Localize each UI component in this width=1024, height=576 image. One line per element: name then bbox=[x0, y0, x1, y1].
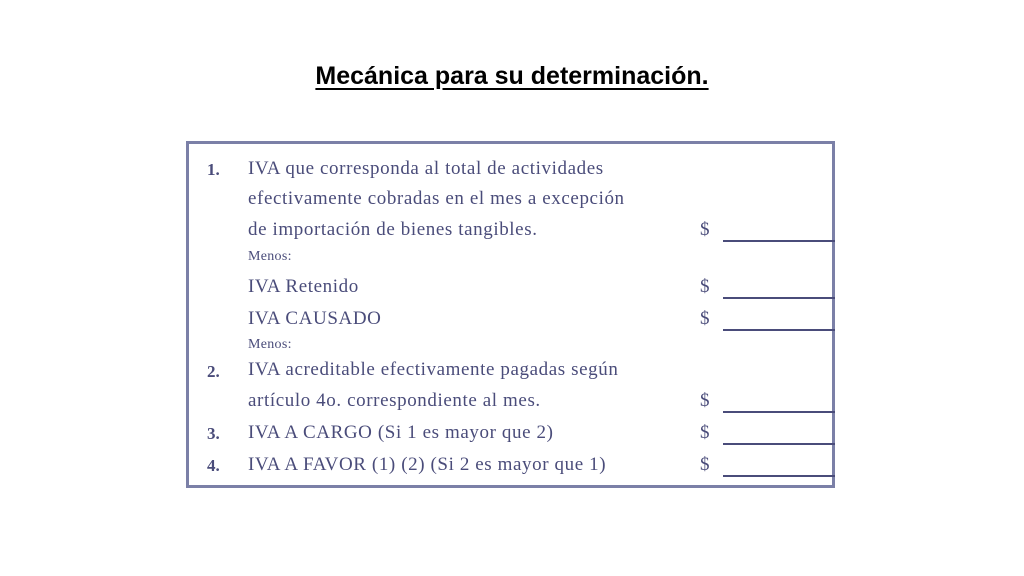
amount-blank-1[interactable] bbox=[723, 240, 835, 242]
iva-retenido-label: IVA Retenido bbox=[248, 276, 359, 297]
amount-blank-4[interactable] bbox=[723, 475, 835, 477]
currency-symbol: $ bbox=[700, 308, 710, 329]
amount-blank-2[interactable] bbox=[723, 411, 835, 413]
item-2-line-b: artículo 4o. correspondiente al mes. bbox=[248, 390, 541, 411]
item-number-3: 3. bbox=[207, 424, 220, 443]
item-number-2: 2. bbox=[207, 362, 220, 381]
item-2-line-a: IVA acreditable efectivamente pagadas según bbox=[248, 359, 619, 380]
amount-blank-3[interactable] bbox=[723, 443, 835, 445]
item-3-line: IVA A CARGO (Si 1 es mayor que 2) bbox=[248, 422, 554, 443]
menos-label-2: Menos: bbox=[248, 337, 292, 352]
currency-symbol: $ bbox=[700, 276, 710, 297]
amount-blank-causado[interactable] bbox=[723, 329, 835, 331]
page-title: Mecánica para su determinación. bbox=[315, 62, 709, 90]
currency-symbol: $ bbox=[700, 219, 710, 240]
currency-symbol: $ bbox=[700, 454, 710, 475]
currency-symbol: $ bbox=[700, 422, 710, 443]
item-1-line-c: de importación de bienes tangibles. bbox=[248, 219, 538, 240]
item-1-line-b: efectivamente cobradas en el mes a excepción bbox=[248, 188, 625, 209]
item-1-line-a: IVA que corresponda al total de actividades bbox=[248, 158, 604, 179]
currency-symbol: $ bbox=[700, 390, 710, 411]
item-number-4: 4. bbox=[207, 456, 220, 475]
iva-causado-label: IVA CAUSADO bbox=[248, 308, 382, 329]
item-4-line: IVA A FAVOR (1) (2) (Si 2 es mayor que 1) bbox=[248, 454, 607, 475]
menos-label-1: Menos: bbox=[248, 249, 292, 264]
item-number-1: 1. bbox=[207, 160, 220, 179]
amount-blank-retenido[interactable] bbox=[723, 297, 835, 299]
